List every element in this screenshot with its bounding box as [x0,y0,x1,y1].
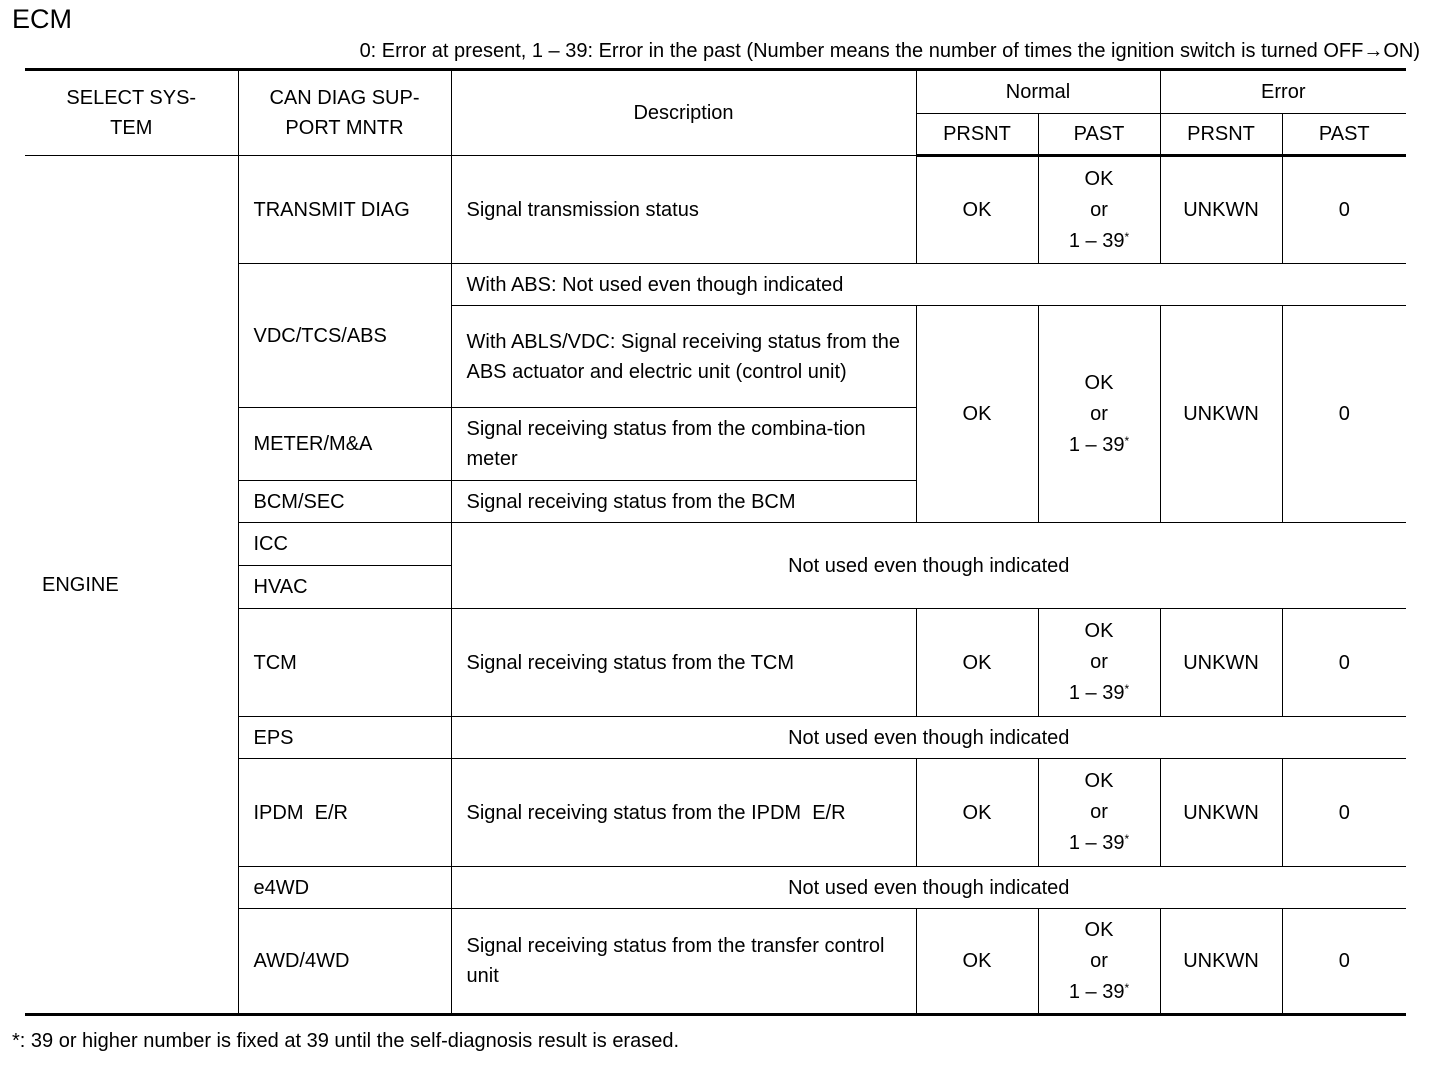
past-ok: OK [1084,620,1114,642]
past-or: or [1090,801,1108,823]
past-ok: OK [1084,918,1114,941]
past-range: 1 – 39 [1068,229,1125,252]
mntr-ipdm: IPDM E/R [238,759,451,867]
desc-ipdm: Signal receiving status from the IPDM E/R [451,759,916,867]
mntr-tcm: TCM [238,609,451,717]
not-used-eps: Not used even though indicated [451,717,1406,759]
mntr-icc: ICC [238,523,451,566]
row-transmit-diag [25,156,1406,264]
desc-awd: Signal receiving status from the transfer control unit [451,909,916,1015]
mntr-awd: AWD/4WD [238,909,451,1015]
normal-past-value [1038,909,1160,1015]
asterisk: * [1124,229,1130,244]
normal-prsnt-ok: OK [916,306,1038,523]
header-normal-prsnt: PRSNT [916,114,1038,156]
past-or: or [1090,402,1108,425]
mntr-transmit-diag: TRANSMIT DIAG [238,156,451,264]
header-can-diag-support-monitor: CAN DIAG SUP- PORT MNTR [238,70,451,156]
past-or: or [1090,949,1108,972]
header-row-1 [25,70,1406,114]
past-range: 1 – 39 [1068,980,1125,1003]
header-normal-past: PAST [1038,114,1160,156]
desc-vdc-with-abs: With ABS: Not used even though indicated [451,264,1406,306]
normal-prsnt-ok: OK [916,156,1038,264]
asterisk: * [1124,980,1130,995]
desc-bcm: Signal receiving status from the BCM [451,481,916,523]
page-title: ECM [12,4,72,34]
can-diag-table [25,68,1406,1016]
system-engine: ENGINE [25,156,238,1015]
mntr-e4wd: e4WD [238,867,451,909]
desc-meter: Signal receiving status from the combina-tion meter [451,408,916,481]
error-prsnt-unkwn: UNKWN [1160,609,1282,717]
mntr-hvac: HVAC [238,566,451,609]
past-ok: OK [1084,770,1114,792]
footnote: *: 39 or higher number is fixed at 39 until the self-diagnosis result is erased. [12,1030,680,1052]
normal-past-value [1038,306,1160,523]
error-past-zero: 0 [1282,909,1406,1015]
past-or: or [1090,198,1108,221]
not-used-e4wd: Not used even though indicated [451,867,1406,909]
error-legend: 0: Error at present, 1 – 39: Error in the past (Number means the number of times the ignition switch is turned OFF→ON) [359,40,1420,62]
normal-past-value [1038,609,1160,717]
header-description: Description [451,70,916,156]
asterisk: * [1124,682,1130,696]
header-error-prsnt: PRSNT [1160,114,1282,156]
past-ok: OK [1084,167,1114,190]
normal-prsnt-ok: OK [916,759,1038,867]
error-past-zero: 0 [1282,759,1406,867]
normal-past-value [1038,759,1160,867]
error-past-zero: 0 [1282,609,1406,717]
desc-vdc-with-ablsvdc: With ABLS/VDC: Signal receiving status from the ABS actuator and electric unit (control unit) [451,306,916,408]
error-past-zero: 0 [1282,156,1406,264]
mntr-eps: EPS [238,717,451,759]
header-select-system: SELECT SYS- TEM [25,70,238,156]
error-past-zero: 0 [1282,306,1406,523]
header-error: Error [1160,70,1406,114]
header-error-past: PAST [1282,114,1406,156]
mntr-bcm: BCM/SEC [238,481,451,523]
not-used-icc-hvac: Not used even though indicated [451,523,1406,609]
past-ok: OK [1084,371,1114,394]
asterisk: * [1124,433,1130,448]
header-normal: Normal [916,70,1160,114]
mntr-meter: METER/M&A [238,408,451,481]
mntr-vdc-tcs-abs: VDC/TCS/ABS [238,264,451,408]
past-or: or [1090,651,1108,673]
asterisk: * [1124,832,1130,846]
error-prsnt-unkwn: UNKWN [1160,306,1282,523]
desc-transmit-diag: Signal transmission status [451,156,916,264]
error-prsnt-unkwn: UNKWN [1160,156,1282,264]
normal-past-value [1038,156,1160,264]
past-range: 1 – 39 [1068,682,1125,704]
past-range: 1 – 39 [1068,433,1125,456]
normal-prsnt-ok: OK [916,909,1038,1015]
desc-tcm: Signal receiving status from the TCM [451,609,916,717]
past-range: 1 – 39 [1068,832,1125,854]
error-prsnt-unkwn: UNKWN [1160,759,1282,867]
error-prsnt-unkwn: UNKWN [1160,909,1282,1015]
normal-prsnt-ok: OK [916,609,1038,717]
